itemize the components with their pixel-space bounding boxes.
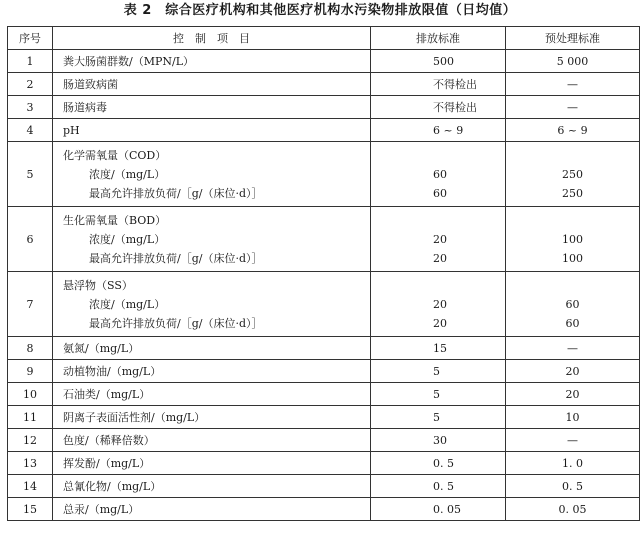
control-item: 氨氮/（mg/L） [53,337,371,360]
pretreatment-standard: 0. 05 [506,498,640,521]
pre-max-load: 100 [562,251,583,265]
pretreatment-standard: 20 [506,360,640,383]
control-item: 色度/（稀释倍数） [53,429,371,452]
item-name: 化学需氧量（COD） [63,148,167,162]
emission-standard: 5 [371,383,506,406]
control-item: 肠道病毒 [53,96,371,119]
pretreatment-standard: 6 ~ 9 [506,119,640,142]
emission-standard: 0. 5 [371,452,506,475]
sub-item-concentration: 浓度/（mg/L） [89,167,166,181]
pretreatment-standard: 1. 0 [506,452,640,475]
pretreatment-standard [506,207,640,272]
sub-item-concentration: 浓度/（mg/L） [89,297,166,311]
pre-max-load: 60 [565,316,580,330]
pretreatment-standard: — [506,73,640,96]
table-row [8,272,640,337]
control-item: 总汞/（mg/L） [53,498,371,521]
emission-standard: 0. 05 [371,498,506,521]
pretreatment-standard [506,142,640,207]
table-row [8,96,640,119]
table-row [8,337,640,360]
row-number: 14 [8,475,53,498]
pretreatment-standard [506,272,640,337]
row-number: 13 [8,452,53,475]
emission-standard [371,142,506,207]
sub-item-max-load: 最高允许排放负荷/［g/（床位·d）］ [89,251,263,265]
emission-standard: 0. 5 [371,475,506,498]
control-item: 粪大肠菌群数/（MPN/L） [53,50,371,73]
table-row [8,383,640,406]
emission-standard: 5 [371,406,506,429]
row-number: 12 [8,429,53,452]
emission-standard: 不得检出 [371,73,506,96]
pretreatment-standard: — [506,429,640,452]
row-number: 1 [8,50,53,73]
control-item: 阴离子表面活性剂/（mg/L） [53,406,371,429]
header-standard: 排放标准 [371,27,506,50]
emission-standard: 30 [371,429,506,452]
table-row [8,50,640,73]
row-number: 5 [8,142,53,207]
table-row [8,475,640,498]
table-row [8,406,640,429]
std-concentration: 60 [433,167,447,181]
table-row [8,142,640,207]
pre-max-load: 250 [562,186,583,200]
table-row [8,360,640,383]
pretreatment-standard: — [506,96,640,119]
pretreatment-standard: 5 000 [506,50,640,73]
pretreatment-standard: — [506,337,640,360]
pollutant-limits-table [7,26,640,521]
item-name: 悬浮物（SS） [63,278,133,292]
pretreatment-standard: 0. 5 [506,475,640,498]
pretreatment-standard: 10 [506,406,640,429]
control-item: pH [53,119,371,142]
row-number: 2 [8,73,53,96]
row-number: 7 [8,272,53,337]
table-row [8,73,640,96]
sub-item-concentration: 浓度/（mg/L） [89,232,166,246]
item-name: 生化需氧量（BOD） [63,213,167,227]
control-item [53,142,371,207]
emission-standard [371,272,506,337]
pre-concentration: 100 [562,232,583,246]
std-max-load: 60 [433,186,447,200]
table-row [8,119,640,142]
control-item [53,272,371,337]
row-number: 6 [8,207,53,272]
emission-standard: 5 [371,360,506,383]
header-item: 控 制 项 目 [53,27,371,50]
std-max-load: 20 [433,316,447,330]
emission-standard: 6 ~ 9 [371,119,506,142]
row-number: 11 [8,406,53,429]
sub-item-max-load: 最高允许排放负荷/［g/（床位·d）］ [89,186,263,200]
control-item [53,207,371,272]
pretreatment-standard: 20 [506,383,640,406]
control-item: 挥发酚/（mg/L） [53,452,371,475]
emission-standard: 500 [371,50,506,73]
table-row [8,498,640,521]
sub-item-max-load: 最高允许排放负荷/［g/（床位·d）］ [89,316,263,330]
header-row [8,27,640,50]
row-number: 4 [8,119,53,142]
control-item: 总氰化物/（mg/L） [53,475,371,498]
table-row [8,452,640,475]
row-number: 10 [8,383,53,406]
table-row [8,207,640,272]
row-number: 15 [8,498,53,521]
table-title: 表 2 综合医疗机构和其他医疗机构水污染物排放限值（日均值） [123,3,517,18]
std-concentration: 20 [433,297,447,311]
emission-standard: 不得检出 [371,96,506,119]
std-max-load: 20 [433,251,447,265]
std-concentration: 20 [433,232,447,246]
row-number: 3 [8,96,53,119]
table-row [8,429,640,452]
emission-standard [371,207,506,272]
row-number: 8 [8,337,53,360]
control-item: 石油类/（mg/L） [53,383,371,406]
control-item: 肠道致病菌 [53,73,371,96]
row-number: 9 [8,360,53,383]
pre-concentration: 250 [562,167,583,181]
pre-concentration: 60 [565,297,580,311]
header-pretreatment: 预处理标准 [506,27,640,50]
emission-standard: 15 [371,337,506,360]
header-no: 序号 [8,27,53,50]
control-item: 动植物油/（mg/L） [53,360,371,383]
